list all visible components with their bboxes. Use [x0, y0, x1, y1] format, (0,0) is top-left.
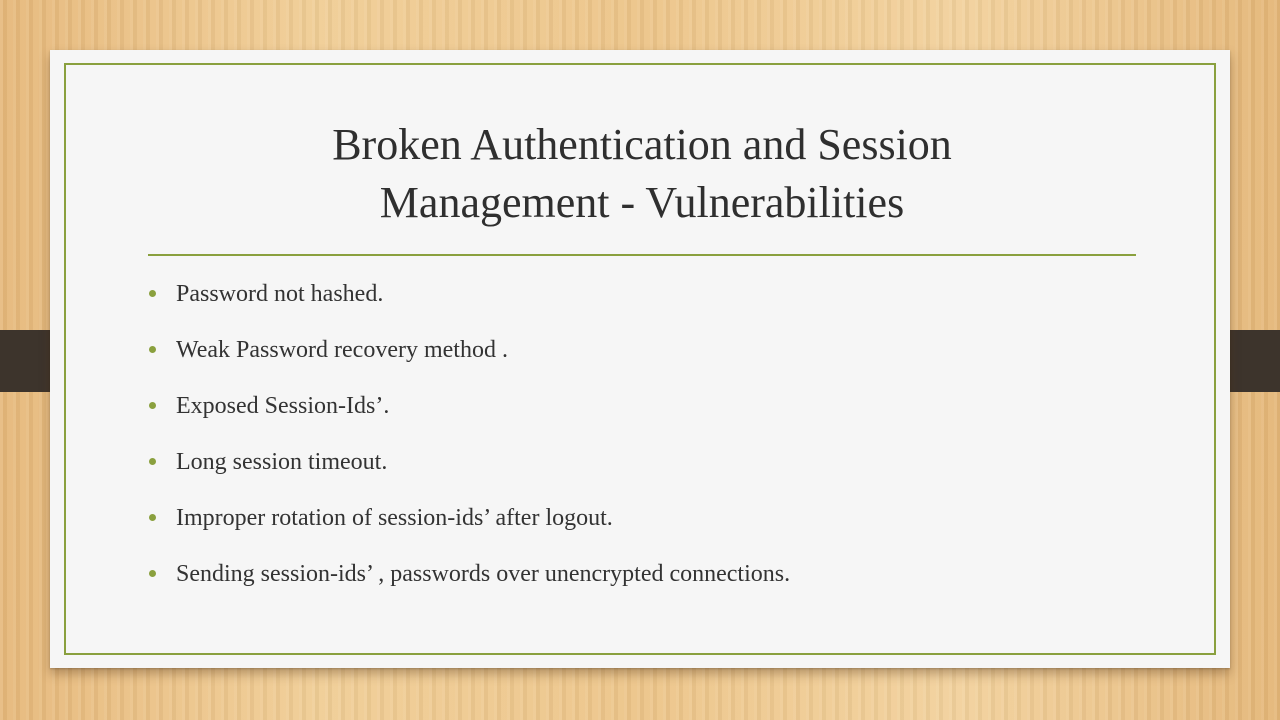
bullet-list — [146, 276, 790, 612]
title-line-1: Broken Authentication and Session — [332, 120, 952, 169]
bullet-icon — [149, 514, 156, 521]
bullet-item-password-not-hashed — [146, 276, 790, 332]
bullet-icon — [149, 346, 156, 353]
bullet-icon — [149, 290, 156, 297]
bullet-text: Password not hashed. — [176, 281, 384, 307]
bullet-item-exposed-session-ids — [146, 388, 790, 444]
bullet-text: Improper rotation of session-ids’ after logout. — [176, 505, 613, 531]
bullet-icon — [149, 458, 156, 465]
bullet-icon — [149, 570, 156, 577]
bullet-text: Sending session-ids’ , passwords over unencrypted connections. — [176, 561, 791, 587]
bullet-item-unencrypted-connections — [146, 556, 790, 612]
bullet-text: Exposed Session-Ids’. — [176, 393, 390, 419]
bullet-item-improper-rotation — [146, 500, 790, 556]
bullet-item-long-timeout — [146, 444, 790, 500]
slide-title — [50, 116, 1234, 232]
slide-card — [50, 50, 1230, 668]
bullet-item-weak-recovery — [146, 332, 790, 388]
title-divider — [148, 254, 1136, 256]
bullet-text: Long session timeout. — [176, 449, 388, 475]
bullet-icon — [149, 402, 156, 409]
title-line-2: Management - Vulnerabilities — [379, 178, 905, 227]
bullet-text: Weak Password recovery method . — [176, 337, 508, 363]
